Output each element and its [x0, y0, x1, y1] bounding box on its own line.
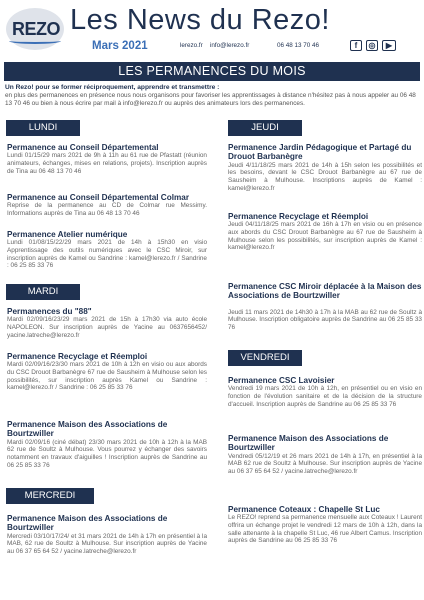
permanence-card — [7, 420, 207, 469]
permanence-card — [7, 143, 207, 175]
permanence-card — [228, 434, 422, 476]
permanence-card — [228, 143, 422, 192]
rezo-logo — [6, 8, 64, 50]
permanence-card — [228, 282, 422, 332]
permanence-card — [7, 352, 207, 392]
section-banner: LES PERMANENCES DU MOIS — [4, 62, 420, 81]
email-link[interactable]: info@lerezo.fr — [210, 42, 250, 49]
permanence-details: Lundi 01/08/15/22/29 mars 2021 de 14h à 15h30 en visio Apprentissage des outils numériques avec le CSC Miroir, sur inscription auprès de Kamel ou Sandrine : kamel@lerezo.fr / Sandrine : 06 25 85 33 76 — [7, 239, 207, 270]
permanence-title: Permanence Recyclage et Réemploi — [228, 212, 369, 221]
page-title: Les News du Rezo! — [70, 4, 330, 36]
permanence-details: Jeudi 4/11/18/25 mars 2021 de 14h à 15h selon les possibilités et les besoins, devant le CSC Drouot Barbanègre au 67 rue de Sausheim à Mulhouse. Inscriptions auprès de Kamel : kamel@lerezo.fr — [228, 161, 422, 192]
permanence-card — [228, 505, 422, 545]
instagram-icon[interactable]: ◎ — [366, 40, 378, 51]
permanence-card — [7, 230, 207, 270]
permanence-details: Mardi 02/09/16/23/30 mars 2021 de 10h à 12h en visio ou aux abords du CSC Drouot Barbanègre 67 rue de Sausheim à Mulhouse selon les possibilités, sur inscription auprès Kamel ou Sandrine : kamel@lerezo.fr / Sandrine : 06 25 85 33 76 — [7, 361, 207, 392]
permanence-title: Permanences du "88" — [7, 307, 92, 316]
permanence-card — [7, 514, 207, 556]
permanence-details: Lundi 01/15/29 mars 2021 de 9h à 11h au 61 rue de Pfastatt (réunion animateurs, échanges, mises en relations, projets). Inscription auprès de Tina au 06 48 13 70 46 — [7, 152, 207, 175]
permanence-title: Permanence Atelier numérique — [7, 230, 128, 239]
day-header-jeudi: JEUDI — [228, 120, 302, 136]
permanence-card — [7, 307, 207, 339]
permanence-details: Vendredi 19 mars 2021 de 10h à 12h, en présentiel ou en visio en fonction de l'évolution sanitaire et de la décision de la structure d'accueil. Inscription auprès de Sandrine au 06 25 85 33 76 — [228, 385, 422, 408]
facebook-icon[interactable]: f — [350, 40, 362, 51]
permanence-title: Permanence CSC Miroir déplacée à la Maison des Associations de Bourtzwiller — [228, 282, 422, 301]
permanence-card — [228, 376, 422, 408]
phone-number: 06 48 13 70 46 — [277, 42, 320, 49]
permanence-details: Reprise de la permanence au CD de Colmar rue Messimy. Informations auprès de Tina au 06 48 13 70 46 — [7, 202, 207, 217]
website-link[interactable]: lerezo.fr — [180, 42, 203, 49]
permanence-details: Jeudi 04/11/18/25 mars 2021 de 16h à 17h en visio ou en présence aux abords du CSC Drouot Barbanègre au 67 rue de Sausheim à Mulhouse selon les possibilités, sur inscription auprès de Kamel : kamel@lerezo.fr — [228, 221, 422, 252]
youtube-icon[interactable]: ▶ — [382, 40, 396, 51]
permanence-title: Permanence Maison des Associations de Bourtzwiller — [7, 514, 168, 533]
permanence-title: Permanence Maison des Associations de Bourtzwiller — [228, 434, 389, 453]
logo-swoosh — [9, 38, 61, 44]
permanence-details: Mardi 02/09/16/23/29 mars 2021 de 15h à 17h30 via auto école NAPOLEON. Sur inscription auprès de Yacine au 0637656452/ yacine.latreche@lerezo.fr — [7, 316, 207, 339]
permanence-details: Mardi 02/09/16 (ciné débat) 23/30 mars 2021 de 10h à 12h à la MAB 62 rue de Soultz à Mulhouse. Vous pourrez y échanger des savoirs notamment en travaux d'aiguilles ! Inscription auprès de Sandrine au 06 25 85 33 76 — [7, 438, 207, 469]
header-subrow — [92, 40, 422, 54]
issue-month: Mars 2021 — [92, 40, 148, 52]
newsletter-header — [0, 0, 424, 58]
day-header-vendredi: VENDREDI — [228, 350, 302, 366]
day-header-lundi: LUNDI — [6, 120, 80, 136]
day-header-mercredi: MERCREDI — [6, 488, 94, 504]
permanence-details: Mercredi 03/10/17/24/ et 31 mars 2021 de 14h à 17h en présentiel à la MAB, 62 rue de Soultz à Mulhouse. Sur inscription auprès de Yacine au 06 37 65 64 52 / yacine.latreche@lerezo.fr — [7, 532, 207, 555]
permanence-title: Permanence au Conseil Départemental — [7, 143, 159, 152]
day-header-mardi: MARDI — [6, 284, 80, 300]
permanence-details: Vendredi 05/12/19 et 26 mars 2021 de 14h à 17h, en présentiel à la MAB 62 rue de Soultz à Mulhouse. Sur inscription auprès de Yacine au 06 37 65 64 52 / yacine.latreche@lerezo.fr — [228, 452, 422, 475]
permanence-card — [228, 212, 422, 252]
permanence-title: Permanence Jardin Pédagogique et Partagé du Drouot Barbanègre — [228, 143, 412, 162]
permanence-details: Jeudi 11 mars 2021 de 14h30 à 17h à la MAB au 62 rue de Soultz à Mulhouse. Inscription obligatoire auprès de Sandrine au 06 25 85 33 76 — [228, 308, 422, 331]
permanence-title: Permanence Recyclage et Réemploi — [7, 352, 148, 361]
intro-lead: Un Rezo! pour se former réciproquement, apprendre et transmettre : — [5, 84, 220, 91]
permanence-title: Permanence CSC Lavoisier — [228, 376, 335, 385]
permanence-details: Le REZO! reprend sa permanence mensuelle aux Coteaux ! Laurent offrira un échange projet le vendredi 12 mars de 10h à 12h, dans la salle attenante à la chapelle St Luc, 46 rue Albert Camus. Inscription auprès de Sandrine au 06 25 85 33 76 — [228, 514, 422, 545]
intro-body: en plus des permanences en présence nous nous organisons pour favoriser les apprentissages à distance n'hésitez pas à nous appeler au 06 48 13 70 46 ou bien à nous écrire par mail à info@lerezo.fr ou auprès des animateurs lors des permanences. — [5, 91, 416, 107]
logo-text: REZO — [12, 19, 61, 39]
permanence-title: Permanence au Conseil Départemental Colmar — [7, 193, 190, 202]
permanence-title: Permanence Maison des Associations de Bourtzwiller — [7, 420, 168, 439]
intro-paragraph — [5, 84, 419, 107]
permanence-card — [7, 193, 207, 218]
permanence-title: Permanence Coteaux : Chapelle St Luc — [228, 505, 380, 514]
